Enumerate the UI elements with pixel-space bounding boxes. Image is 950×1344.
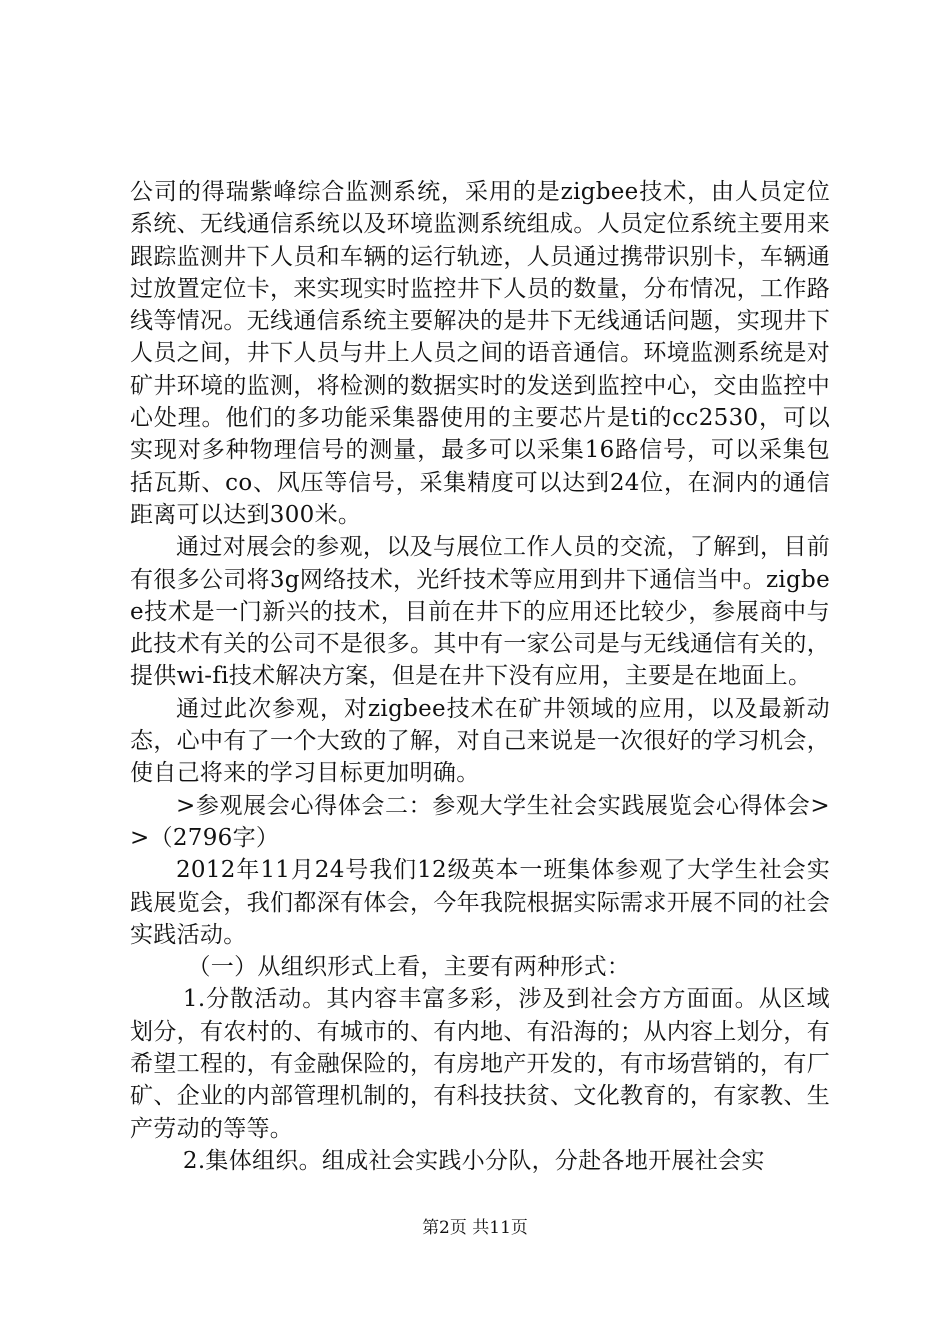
paragraph-organization-forms: （一）从组织形式上看，主要有两种形式： (187, 954, 631, 981)
paragraph-exhibition-observation: 通过对展会的参观，以及与展位工作人员的交流，了解到，目前有很多公司将3g网络技术，光纤技术等应用到井下通信当中。zigbee技术是一门新兴的技术，目前在井下的应用还比较少，参展商中与此技术有关的公司不是很多。其中有一家公司是与无线通信有关的，提供wi-fi技术解决方案，但是在井下没有应用，主要是在地面上。 (130, 534, 830, 690)
paragraph-conclusion: 通过此次参观，对zigbee技术在矿井领域的应用，以及最新动态，心中有了一个大致的了解，对自己来说是一次很好的学习机会，使自己将来的学习目标更加明确。 (130, 695, 830, 787)
list-item-scattered-activities: 1.分散活动。其内容丰富多彩，涉及到社会方方面面。从区域划分，有农村的、有城市的、有内地、有沿海的；从内容上划分，有希望工程的，有金融保险的，有房地产开发的，有市场营销的，有厂矿、企业的内部管理机制的，有科技扶贫、文化教育的，有家教、生产劳动的等等。 (130, 986, 830, 1142)
section-heading-link[interactable]: >参观展会心得体会二：参观大学生社会实践展览会心得体会>>（2796字） (130, 792, 830, 851)
page-number-footer: 第2页 共11页 (422, 1218, 528, 1238)
document-body (130, 176, 830, 1177)
list-item-collective-organization: 2.集体组织。组成社会实践小分队，分赴各地开展社会实 (182, 1147, 765, 1174)
paragraph-visit-intro: 2012年11月24号我们12级英本一班集体参观了大学生社会实践展览会，我们都深有体会，今年我院根据实际需求开展不同的社会实践活动。 (130, 857, 830, 948)
paragraph-system-description: 公司的得瑞紫峰综合监测系统，采用的是zigbee技术，由人员定位系统、无线通信系统以及环境监测系统组成。人员定位系统主要用来跟踪监测井下人员和车辆的运行轨迹，人员通过携带识别卡，车辆通过放置定位卡，来实现实时监控井下人员的数量，分布情况，工作路线等情况。无线通信系统主要解决的是井下无线通话问题，实现井下人员之间，井下人员与井上人员之间的语音通信。环境监测系统是对矿井环境的监测，将检测的数据实时的发送到监控中心，交由监控中心处理。他们的多功能采集器使用的主要芯片是ti的cc2530，可以实现对多种物理信号的测量，最多可以采集16路信号，可以采集包括瓦斯、co、风压等信号，采集精度可以达到24位，在洞内的通信距离可以达到300米。 (130, 179, 830, 528)
